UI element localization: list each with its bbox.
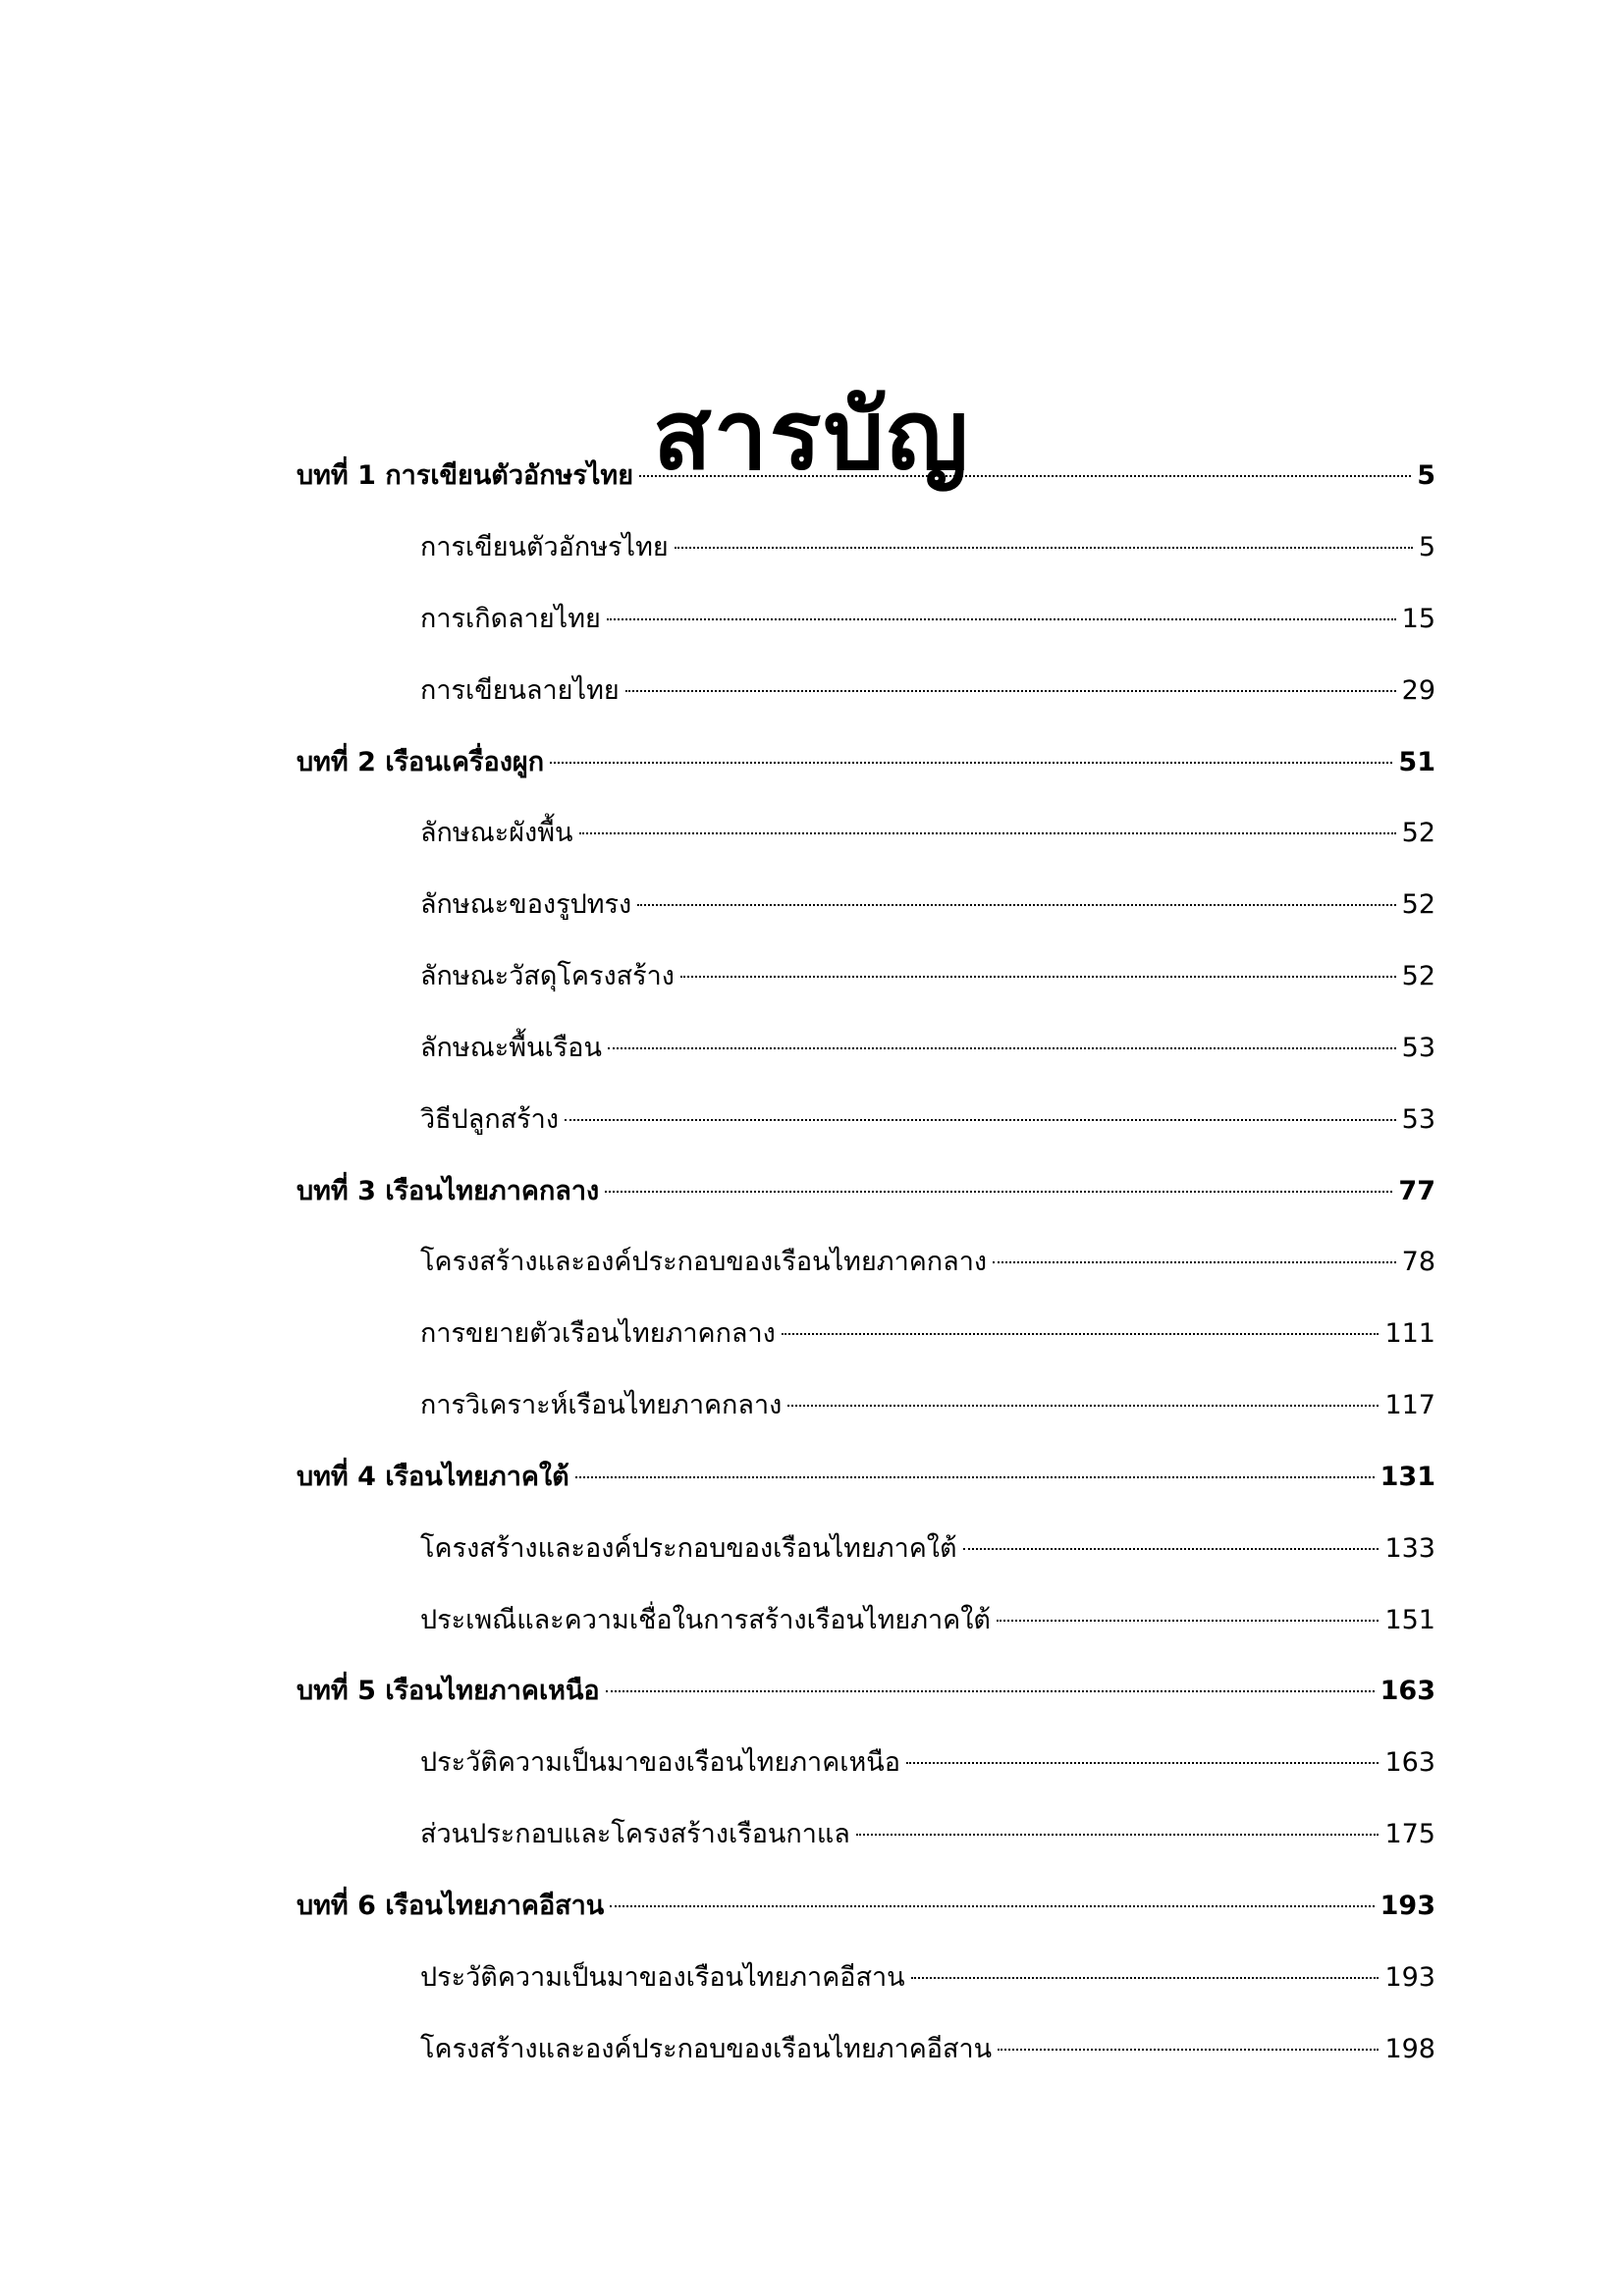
toc-entry-title: บทที่ 4 เรือนไทยภาคใต้ [297, 1462, 569, 1492]
toc-entry-chapter[interactable] [297, 1169, 1435, 1214]
toc-entry-section[interactable] [420, 1240, 1435, 1285]
toc-entry-title: การขยายตัวเรือนไทยภาคกลาง [420, 1318, 776, 1349]
toc-entry-section[interactable] [420, 1311, 1435, 1357]
toc-entry-page: 151 [1384, 1605, 1435, 1635]
toc-entry-page: 133 [1384, 1533, 1435, 1564]
toc-entry-page: 53 [1401, 1033, 1435, 1063]
toc-leader-dots [906, 1762, 1379, 1764]
toc-entry-page: 52 [1401, 818, 1435, 848]
toc-leader-dots [782, 1333, 1380, 1335]
toc-leader-dots [680, 976, 1396, 978]
toc-leader-dots [605, 1191, 1392, 1193]
toc-entry-page: 53 [1401, 1104, 1435, 1135]
toc-entry-page: 193 [1380, 1891, 1435, 1921]
toc-entry-title: บทที่ 2 เรือนเครื่องผูก [297, 747, 545, 777]
toc-entry-page: 193 [1384, 1962, 1435, 1993]
toc-leader-dots [610, 1905, 1374, 1907]
toc-entry-page: 117 [1384, 1390, 1435, 1420]
toc-entry-page: 52 [1401, 961, 1435, 991]
toc-entry-section[interactable] [420, 1026, 1435, 1071]
toc-entry-title: โครงสร้างและองค์ประกอบของเรือนไทยภาคใต้ [420, 1533, 957, 1564]
toc-leader-dots [637, 904, 1395, 906]
toc-entry-title: โครงสร้างและองค์ประกอบของเรือนไทยภาคอีสาน [420, 2034, 993, 2064]
toc-entry-title: บทที่ 5 เรือนไทยภาคเหนือ [297, 1676, 600, 1706]
toc-entry-title: ประเพณีและความเชื่อในการสร้างเรือนไทยภาคใต้ [420, 1605, 991, 1635]
toc-entry-chapter[interactable] [297, 740, 1435, 785]
toc-entry-title: บทที่ 6 เรือนไทยภาคอีสาน [297, 1891, 605, 1921]
toc-entry-title: การวิเคราะห์เรือนไทยภาคกลาง [420, 1390, 783, 1420]
toc-leader-dots [998, 2049, 1379, 2051]
toc-leader-dots [639, 475, 1411, 477]
toc-leader-dots [993, 1261, 1396, 1263]
toc-entry-chapter[interactable] [297, 454, 1435, 499]
toc-entry-page: 111 [1384, 1318, 1435, 1349]
toc-entry-title: ประวัติความเป็นมาของเรือนไทยภาคอีสาน [420, 1962, 905, 1993]
toc-leader-dots [911, 1977, 1380, 1979]
toc-leader-dots [675, 547, 1413, 549]
toc-entry-section[interactable] [420, 882, 1435, 928]
toc-entry-page: 78 [1401, 1247, 1435, 1277]
toc-entry-title: บทที่ 1 การเขียนตัวอักษรไทย [297, 460, 634, 491]
toc-entry-chapter[interactable] [297, 1884, 1435, 1929]
toc-entry-section[interactable] [420, 1740, 1435, 1786]
toc-entry-section[interactable] [420, 954, 1435, 999]
toc-entry-title: การเขียนลายไทย [420, 675, 620, 706]
toc-leader-dots [565, 1119, 1396, 1121]
toc-entry-page: 131 [1380, 1462, 1435, 1492]
toc-entry-title: บทที่ 3 เรือนไทยภาคกลาง [297, 1176, 600, 1206]
toc-entry-title: ลักษณะของรูปทรง [420, 889, 632, 920]
toc-leader-dots [550, 762, 1392, 764]
toc-entry-title: ลักษณะพื้นเรือน [420, 1033, 602, 1063]
toc-entry-section[interactable] [420, 1526, 1435, 1572]
toc-entry-title: การเกิดลายไทย [420, 604, 601, 634]
toc-entry-page: 5 [1418, 532, 1435, 562]
toc-leader-dots [625, 690, 1396, 692]
toc-leader-dots [606, 1690, 1375, 1692]
toc-entry-section[interactable] [420, 811, 1435, 856]
toc-entry-page: 15 [1401, 604, 1435, 634]
toc-entry-section[interactable] [420, 1097, 1435, 1143]
toc-entry-title: การเขียนตัวอักษรไทย [420, 532, 669, 562]
toc-entry-section[interactable] [420, 1812, 1435, 1857]
toc-entry-page: 163 [1384, 1747, 1435, 1778]
toc-entry-title: โครงสร้างและองค์ประกอบของเรือนไทยภาคกลาง [420, 1247, 988, 1277]
toc-entry-page: 51 [1398, 747, 1435, 777]
toc-leader-dots [579, 832, 1396, 834]
toc-entry-page: 29 [1401, 675, 1435, 706]
toc-entry-section[interactable] [420, 525, 1435, 570]
toc-entry-section[interactable] [420, 597, 1435, 642]
toc-entry-page: 5 [1417, 460, 1435, 491]
toc-entry-page: 77 [1398, 1176, 1435, 1206]
toc-entry-page: 198 [1384, 2034, 1435, 2064]
toc-entry-page: 163 [1380, 1676, 1435, 1706]
toc-entry-section[interactable] [420, 1955, 1435, 2001]
page-title: สารบัญ [652, 379, 971, 492]
toc-leader-dots [997, 1620, 1380, 1622]
toc-leader-dots [608, 1047, 1396, 1049]
toc-entry-chapter[interactable] [297, 1455, 1435, 1500]
toc-leader-dots [575, 1476, 1375, 1478]
toc-entry-section[interactable] [420, 1383, 1435, 1428]
toc-entry-chapter[interactable] [297, 1669, 1435, 1714]
toc-leader-dots [787, 1405, 1379, 1407]
toc-entry-section[interactable] [420, 1598, 1435, 1643]
toc-entry-title: ลักษณะผังพื้น [420, 818, 573, 848]
toc-entry-title: ส่วนประกอบและโครงสร้างเรือนกาแล [420, 1819, 850, 1849]
toc-entry-section[interactable] [420, 668, 1435, 714]
toc-entry-title: ประวัติความเป็นมาของเรือนไทยภาคเหนือ [420, 1747, 900, 1778]
toc-leader-dots [963, 1548, 1380, 1550]
toc-leader-dots [607, 618, 1396, 620]
toc-entry-title: ลักษณะวัสดุโครงสร้าง [420, 961, 675, 991]
toc-entry-section[interactable] [420, 2027, 1435, 2072]
toc-entry-page: 52 [1401, 889, 1435, 920]
toc-entry-page: 175 [1384, 1819, 1435, 1849]
toc-entry-title: วิธีปลูกสร้าง [420, 1104, 559, 1135]
toc-leader-dots [856, 1834, 1380, 1836]
